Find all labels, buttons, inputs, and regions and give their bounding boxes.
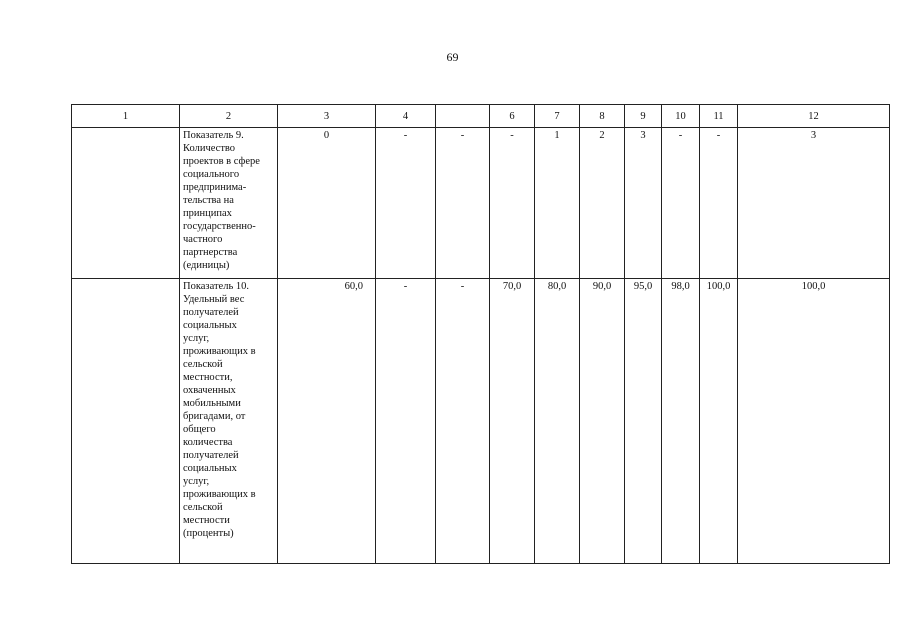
- indicator-line: Количество: [183, 143, 236, 154]
- value-cell: 3: [625, 128, 662, 279]
- indicator-line: социального: [183, 169, 240, 180]
- indicator-line: (проценты): [183, 528, 234, 539]
- header-cell: 9: [625, 105, 662, 128]
- indicator-line: социальных: [183, 320, 237, 331]
- value-cell: 2: [580, 128, 625, 279]
- indicator-line: сельской: [183, 359, 223, 370]
- indicator-line: получателей: [183, 450, 239, 461]
- header-cell: 4: [376, 105, 436, 128]
- indicator-line: Показатель 10.: [183, 281, 249, 292]
- value-cell: -: [700, 128, 738, 279]
- indicator-line: Удельный вес: [183, 294, 245, 305]
- indicator-line: бригадами, от: [183, 411, 246, 422]
- header-cell: 3: [278, 105, 376, 128]
- indicator-line: охваченных: [183, 385, 236, 396]
- indicator-line: местности,: [183, 372, 233, 383]
- header-cell: 8: [580, 105, 625, 128]
- indicator-line: (единицы): [183, 260, 230, 271]
- value-cell: 90,0: [580, 279, 625, 564]
- indicator-cell: [180, 128, 278, 279]
- indicator-line: предпринима-: [183, 182, 247, 193]
- indicator-line: принципах: [183, 208, 232, 219]
- value-cell: -: [376, 279, 436, 564]
- header-cell: 10: [662, 105, 700, 128]
- indicator-line: Показатель 9.: [183, 130, 244, 141]
- indicator-line: партнерства: [183, 247, 238, 258]
- indicator-line: проектов в сфере: [183, 156, 260, 167]
- header-cell: 2: [180, 105, 278, 128]
- indicator-line: тельства на: [183, 195, 234, 206]
- value-cell: 0: [278, 128, 376, 279]
- indicator-line: количества: [183, 437, 233, 448]
- value-cell: 100,0: [738, 279, 890, 564]
- indicator-line: общего: [183, 424, 216, 435]
- header-cell: 6: [490, 105, 535, 128]
- value-cell: 98,0: [662, 279, 700, 564]
- indicator-line: частного: [183, 234, 223, 245]
- indicator-line: сельской: [183, 502, 223, 513]
- indicator-line: получателей: [183, 307, 239, 318]
- indicator-cell: [180, 279, 278, 564]
- header-cell: 12: [738, 105, 890, 128]
- value-cell: 1: [535, 128, 580, 279]
- value-cell: 100,0: [700, 279, 738, 564]
- value-cell: -: [436, 279, 490, 564]
- header-row: [72, 105, 890, 128]
- indicator-line: социальных: [183, 463, 237, 474]
- value-cell: 70,0: [490, 279, 535, 564]
- empty-cell: [72, 279, 180, 564]
- value-cell: 60,0: [278, 279, 376, 564]
- indicator-line: местности: [183, 515, 230, 526]
- value-cell: -: [490, 128, 535, 279]
- value-cell: 3: [738, 128, 890, 279]
- indicator-line: услуг,: [183, 476, 210, 487]
- header-cell: [436, 105, 490, 128]
- indicator-line: проживающих в: [183, 489, 256, 500]
- value-cell: -: [376, 128, 436, 279]
- empty-cell: [72, 128, 180, 279]
- table-row: [72, 279, 890, 564]
- indicator-line: проживающих в: [183, 346, 256, 357]
- table-row: [72, 128, 890, 279]
- value-cell: -: [662, 128, 700, 279]
- value-cell: 95,0: [625, 279, 662, 564]
- data-table: [71, 104, 890, 564]
- indicator-line: государственно-: [183, 221, 256, 232]
- indicator-line: мобильными: [183, 398, 241, 409]
- page-number: 69: [446, 50, 459, 64]
- value-cell: -: [436, 128, 490, 279]
- header-cell: 1: [72, 105, 180, 128]
- header-cell: 7: [535, 105, 580, 128]
- header-cell: 11: [700, 105, 738, 128]
- value-cell: 80,0: [535, 279, 580, 564]
- indicator-line: услуг,: [183, 333, 210, 344]
